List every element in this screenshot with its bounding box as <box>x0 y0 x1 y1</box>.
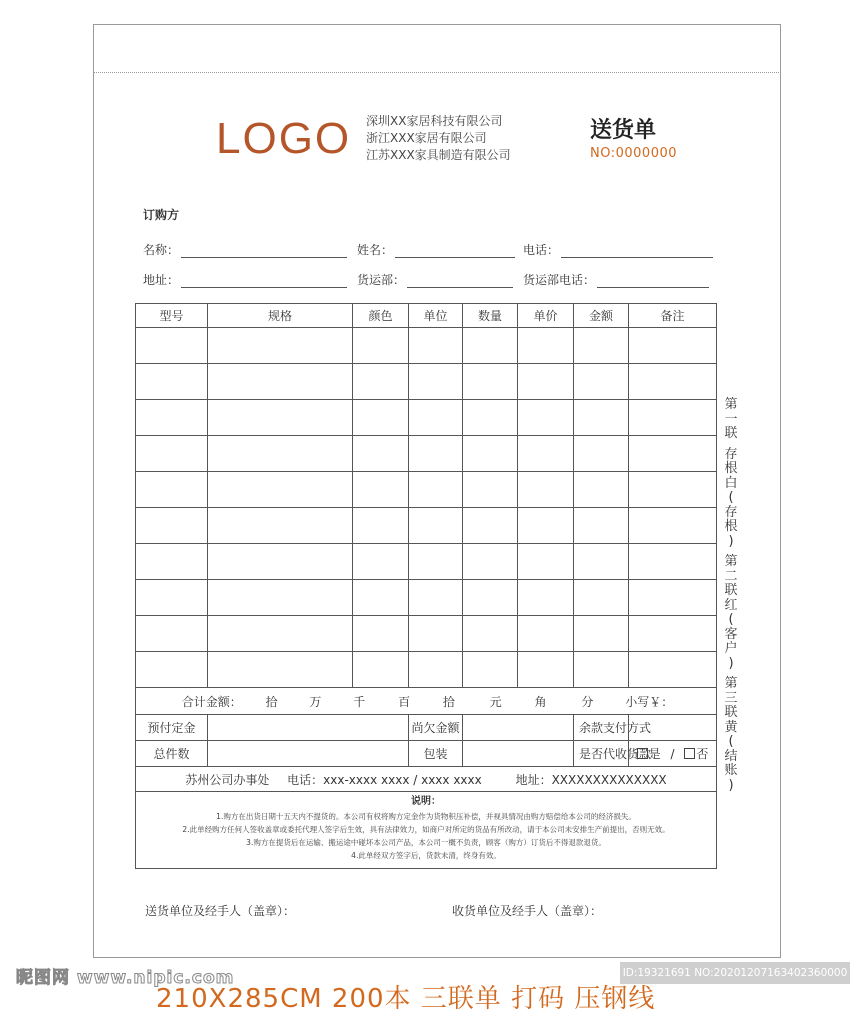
header-quantity: 数量 <box>463 304 518 328</box>
table-cell[interactable] <box>574 616 629 652</box>
table-cell[interactable] <box>409 544 463 580</box>
notes-title: 说明： <box>411 796 441 807</box>
table-cell[interactable] <box>409 364 463 400</box>
table-cell[interactable] <box>353 364 409 400</box>
buyer-contact-field[interactable] <box>357 241 515 258</box>
deposit-row <box>136 715 717 741</box>
unit-hundred: 百 <box>398 694 411 709</box>
buyer-address-line <box>181 275 347 288</box>
table-cell[interactable] <box>353 328 409 364</box>
freight-dept-phone-field[interactable] <box>523 271 709 288</box>
freight-dept-label: 货运部： <box>357 273 406 287</box>
table-cell[interactable] <box>463 580 518 616</box>
perforation-line <box>93 72 779 73</box>
table-cell[interactable] <box>136 400 208 436</box>
notes-cell <box>136 792 717 869</box>
prepay-label: 预付定金 <box>136 715 208 741</box>
side-text-char: 联 <box>724 705 738 720</box>
table-cell[interactable] <box>409 580 463 616</box>
side-text-char: ( <box>728 734 734 749</box>
header-color: 颜色 <box>353 304 409 328</box>
table-cell[interactable] <box>463 472 518 508</box>
table-cell[interactable] <box>629 652 717 688</box>
office-address: 地址：XXXXXXXXXXXXXX <box>515 772 667 787</box>
table-cell[interactable] <box>353 652 409 688</box>
table-cell[interactable] <box>629 580 717 616</box>
header-unit: 单位 <box>409 304 463 328</box>
table-cell[interactable] <box>409 472 463 508</box>
table-cell[interactable] <box>463 544 518 580</box>
unit-ten-thousand-place: 拾 <box>265 694 278 709</box>
table-cell[interactable] <box>574 544 629 580</box>
table-cell[interactable] <box>136 580 208 616</box>
table-cell[interactable] <box>463 364 518 400</box>
balance-label: 余款支付方式 <box>574 715 629 741</box>
side-text-char: ) <box>728 777 734 793</box>
table-cell[interactable] <box>463 652 518 688</box>
note-line-1: 1.购方在出货日期十五天内不提货的。本公司有权将购方定金作为货物积压补偿，并视具情况由购方赔偿给本公司的经济损失。 <box>216 812 636 821</box>
cod-options <box>629 741 717 767</box>
table-row[interactable] <box>136 652 717 688</box>
buyer-phone-line <box>561 245 713 258</box>
table-cell[interactable] <box>208 400 353 436</box>
order-table <box>135 303 717 869</box>
table-cell[interactable] <box>136 436 208 472</box>
side-text-char: 白 <box>724 475 738 491</box>
table-cell[interactable] <box>353 616 409 652</box>
small-amount-label: 小写￥： <box>625 694 674 709</box>
side-text-char: 根 <box>724 519 738 534</box>
side-text-char: 第 <box>724 397 738 412</box>
table-cell[interactable] <box>518 364 574 400</box>
count-label: 总件数 <box>136 741 208 767</box>
side-text-char: ) <box>728 655 734 671</box>
table-cell[interactable] <box>629 364 717 400</box>
note-line-2: 2.此单经购方任何人签收盖章或委托代理人签字后生效，具有法律效力，如商户对所定的货品有所改动，请于本公司未安排生产前提出，否则无效。 <box>182 825 670 834</box>
owed-label: 尚欠金额 <box>409 715 463 741</box>
table-cell[interactable] <box>136 616 208 652</box>
table-cell[interactable] <box>409 508 463 544</box>
document-title: 送货单 <box>590 118 657 143</box>
table-cell[interactable] <box>518 652 574 688</box>
notes-row <box>136 792 717 869</box>
table-cell[interactable] <box>518 544 574 580</box>
freight-dept-line <box>407 275 513 288</box>
table-row[interactable] <box>136 328 717 364</box>
table-row[interactable] <box>136 544 717 580</box>
table-cell[interactable] <box>629 616 717 652</box>
watermark-left: 昵图网 www.nipic.com <box>16 968 235 988</box>
total-amount-row <box>136 688 717 715</box>
sender-signature: 送货单位及经手人（盖章）： <box>145 904 296 918</box>
table-cell[interactable] <box>353 472 409 508</box>
office-name: 苏州公司办事处 <box>185 772 270 787</box>
header-spec: 规格 <box>208 304 353 328</box>
no-label: 否 <box>696 747 709 761</box>
table-cell[interactable] <box>208 436 353 472</box>
table-cell[interactable] <box>574 364 629 400</box>
header-model: 型号 <box>136 304 208 328</box>
table-cell[interactable] <box>518 508 574 544</box>
table-cell[interactable] <box>574 652 629 688</box>
side-text-char: 账 <box>724 763 738 778</box>
side-text-char: 客 <box>724 626 738 642</box>
side-text-char: 存 <box>724 504 738 520</box>
table-cell[interactable] <box>629 436 717 472</box>
count-row <box>136 741 717 767</box>
header-remarks: 备注 <box>629 304 717 328</box>
note-line-3: 3.购方在提货后在运输、搬运途中碰坏本公司产品，本公司一概不负责，顾客（购方）订货后不得退款退货。 <box>246 838 606 847</box>
table-row[interactable] <box>136 400 717 436</box>
side-text-char: ( <box>728 612 734 627</box>
side-text-char: 第 <box>724 676 738 691</box>
unit-fen: 分 <box>581 694 594 709</box>
table-row[interactable] <box>136 472 717 508</box>
freight-dept-phone-line <box>597 275 709 288</box>
note-line-4: 4.此单经双方签字后，货款未清，终身有效。 <box>351 851 501 860</box>
option-slash: / <box>670 747 675 761</box>
table-cell[interactable] <box>574 400 629 436</box>
table-cell[interactable] <box>463 328 518 364</box>
total-amount-label: 合计金额： <box>181 694 242 709</box>
document-number: NO:0000000 <box>590 146 678 161</box>
company-name-1: 深圳XX家居科技有限公司 <box>366 114 503 128</box>
table-cell[interactable] <box>629 508 717 544</box>
table-cell[interactable] <box>208 616 353 652</box>
buyer-name-field[interactable] <box>143 241 347 258</box>
table-cell[interactable] <box>136 472 208 508</box>
no-checkbox[interactable] <box>684 748 695 759</box>
table-cell[interactable] <box>518 616 574 652</box>
office-phone: 电话：xxx-xxxx xxxx / xxxx xxxx <box>287 772 482 787</box>
table-cell[interactable] <box>208 580 353 616</box>
table-cell[interactable] <box>136 544 208 580</box>
count-value[interactable] <box>208 741 409 767</box>
table-cell[interactable] <box>409 436 463 472</box>
table-cell[interactable] <box>208 508 353 544</box>
table-cell[interactable] <box>353 400 409 436</box>
cod-label: 是否代收货款 <box>574 741 629 767</box>
unit-yuan: 元 <box>489 694 502 709</box>
table-row[interactable] <box>136 508 717 544</box>
table-cell[interactable] <box>353 544 409 580</box>
table-cell[interactable] <box>136 508 208 544</box>
table-cell[interactable] <box>574 580 629 616</box>
owed-value[interactable] <box>463 715 574 741</box>
buyer-contact-label: 姓名： <box>357 243 394 257</box>
table-row[interactable] <box>136 436 717 472</box>
buyer-section-title: 订购方 <box>143 208 180 222</box>
table-cell[interactable] <box>518 472 574 508</box>
table-cell[interactable] <box>409 652 463 688</box>
table-cell[interactable] <box>208 544 353 580</box>
header-unit-price: 单价 <box>518 304 574 328</box>
table-cell[interactable] <box>518 400 574 436</box>
side-text-char: ( <box>728 490 734 505</box>
side-text-char: 户 <box>724 641 738 656</box>
table-cell[interactable] <box>463 508 518 544</box>
receiver-signature: 收货单位及经手人（盖章）： <box>452 904 603 918</box>
table-cell[interactable] <box>629 544 717 580</box>
table-cell[interactable] <box>409 328 463 364</box>
table-cell[interactable] <box>574 508 629 544</box>
pack-value[interactable] <box>463 741 574 767</box>
buyer-phone-field[interactable] <box>523 241 713 258</box>
yes-label: 是 <box>648 747 661 761</box>
table-cell[interactable] <box>574 472 629 508</box>
side-text-char: 第 <box>724 554 738 569</box>
company-list <box>366 113 511 164</box>
side-text-char: ) <box>728 533 734 549</box>
company-logo: LOGO <box>216 114 352 163</box>
side-text-char: 联 <box>724 426 738 441</box>
table-cell[interactable] <box>353 436 409 472</box>
office-row <box>136 767 717 792</box>
table-cell[interactable] <box>463 436 518 472</box>
table-cell[interactable] <box>629 472 717 508</box>
side-text-char: 黄 <box>724 719 738 735</box>
table-cell[interactable] <box>208 652 353 688</box>
table-header-row <box>136 304 717 328</box>
table-cell[interactable] <box>136 652 208 688</box>
side-text-char: 结 <box>724 748 738 764</box>
side-text-char: 根 <box>724 461 738 476</box>
side-text-char: 红 <box>724 597 738 613</box>
header-amount: 金额 <box>574 304 629 328</box>
buyer-address-label: 地址： <box>143 273 180 287</box>
table-cell[interactable] <box>409 400 463 436</box>
table-row[interactable] <box>136 580 717 616</box>
unit-thousand: 千 <box>353 694 366 709</box>
buyer-address-field[interactable] <box>143 271 347 288</box>
side-text-char: 联 <box>724 583 738 598</box>
table-cell[interactable] <box>463 616 518 652</box>
table-cell[interactable] <box>629 400 717 436</box>
table-cell[interactable] <box>353 580 409 616</box>
table-cell[interactable] <box>463 400 518 436</box>
table-cell[interactable] <box>136 364 208 400</box>
table-cell[interactable] <box>574 328 629 364</box>
table-cell[interactable] <box>208 328 353 364</box>
table-cell[interactable] <box>574 436 629 472</box>
table-cell[interactable] <box>136 328 208 364</box>
table-row[interactable] <box>136 616 717 652</box>
unit-ten-thousand: 万 <box>309 694 322 709</box>
office-cell <box>136 767 717 792</box>
buyer-name-label: 名称： <box>143 243 180 257</box>
table-cell[interactable] <box>518 328 574 364</box>
company-name-2: 浙江XXX家居有限公司 <box>366 131 487 145</box>
table-cell[interactable] <box>629 328 717 364</box>
unit-ten: 拾 <box>442 694 455 709</box>
table-cell[interactable] <box>353 508 409 544</box>
yes-checkbox[interactable] <box>637 748 648 759</box>
table-cell[interactable] <box>518 580 574 616</box>
prepay-value[interactable] <box>208 715 409 741</box>
side-text-char: 存 <box>724 446 738 462</box>
copy-designation-vertical <box>721 398 741 793</box>
table-cell[interactable] <box>409 616 463 652</box>
pack-label: 包装 <box>409 741 463 767</box>
buyer-phone-label: 电话： <box>523 243 560 257</box>
table-cell[interactable] <box>518 436 574 472</box>
buyer-contact-line <box>395 245 515 258</box>
side-text-char: 二 <box>724 568 738 584</box>
table-row[interactable] <box>136 364 717 400</box>
side-text-char: 三 <box>724 690 738 706</box>
buyer-name-line <box>181 245 347 258</box>
freight-dept-field[interactable] <box>357 271 513 288</box>
total-amount-cell[interactable] <box>136 688 717 715</box>
side-text-char: 一 <box>724 411 738 427</box>
unit-jiao: 角 <box>534 694 547 709</box>
table-cell[interactable] <box>208 472 353 508</box>
freight-dept-phone-label: 货运部电话： <box>523 273 596 287</box>
company-name-3: 江苏XXX家具制造有限公司 <box>366 148 511 162</box>
watermark-id: ID:19321691 NO:20201207163402360000 <box>620 962 850 984</box>
bottom-caption: 210X285CM 200本 三联单 打码 压钢线 <box>156 984 656 1014</box>
table-cell[interactable] <box>208 364 353 400</box>
